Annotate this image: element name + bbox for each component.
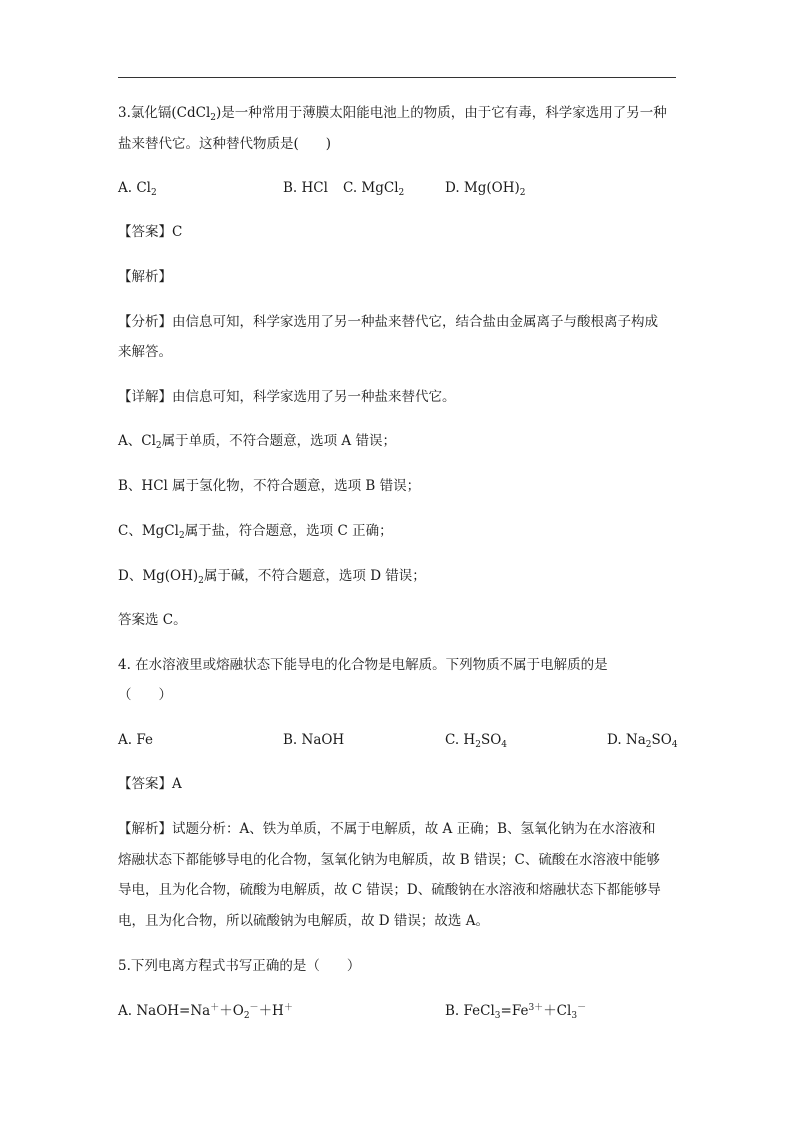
- q4-explanation-line-3: 导电，且为化合物，硫酸为电解质，故 C 错误；D、硫酸钠在水溶液和熔融状态下都能够导: [118, 882, 661, 898]
- q3-detail-c: C、MgCl$_2$属于盐，符合题意，选项 C 正确；: [118, 523, 393, 541]
- q4-stem-line-2: （ ）: [118, 687, 172, 703]
- q4-option-a: A. Fe: [118, 732, 153, 748]
- q4-explanation-line-2: 熔融状态下都能够导电的化合物，氢氧化钠为电解质，故 B 错误；C、硫酸在水溶液中能够: [118, 852, 660, 868]
- q3-stem-line-2: 盐来替代它。这种替代物质是( ): [118, 136, 332, 152]
- q4-stem-line-1: 4. 在水溶液里或熔融状态下能导电的化合物是电解质。下列物质不属于电解质的是: [118, 657, 608, 673]
- q5-option-b: B. $FeCl_3=Fe^{3+}+Cl_3^-$: [445, 1003, 587, 1021]
- q3-jiexi-heading: 【解析】: [118, 269, 172, 285]
- q3-xiangjie: 【详解】由信息可知，科学家选用了另一种盐来替代它。: [118, 389, 456, 405]
- q3-stem-line-1: 3.氯化镉(CdCl$_2$)是一种常用于薄膜太阳能电池上的物质，由于它有毒，科学家选用了另一种: [118, 105, 667, 123]
- header-rule: [118, 77, 676, 78]
- q3-option-c: C. MgCl$_2$: [343, 180, 405, 198]
- q3-conclusion: 答案选 C。: [118, 612, 187, 628]
- q3-option-a: A. $Cl_2$: [118, 180, 157, 198]
- q3-fenxi-line-2: 来解答。: [118, 344, 172, 360]
- q3-option-d: D. $Mg(OH)_2$: [445, 180, 526, 198]
- q4-explanation-line-1: 【解析】试题分析：A、铁为单质，不属于电解质，故 A 正确；B、氢氧化钠为在水溶液和: [118, 821, 656, 837]
- q5-option-a: A. $NaOH=Na^++O_2^-+H^+$: [118, 1003, 293, 1021]
- q4-option-c: C. $H_2SO_4$: [445, 732, 508, 750]
- q4-answer: 【答案】A: [118, 776, 182, 792]
- q5-stem: 5.下列电离方程式书写正确的是（ ）: [118, 958, 361, 974]
- q3-detail-b: B、HCl 属于氢化物，不符合题意，选项 B 错误；: [118, 478, 421, 494]
- q3-detail-d: D、$Mg(OH)_2$属于碱，不符合题意，选项 D 错误；: [118, 568, 426, 586]
- q4-option-d: D. $Na_2SO_4$: [607, 732, 678, 750]
- q3-answer: 【答案】C: [118, 224, 183, 240]
- q4-explanation-line-4: 电，且为化合物，所以硫酸钠为电解质，故 D 错误；故选 A。: [118, 913, 489, 929]
- q4-option-b: B. NaOH: [283, 732, 345, 748]
- q3-detail-a: A、$Cl_2$属于单质，不符合题意，选项 A 错误；: [118, 433, 396, 451]
- q3-option-b: B. HCl: [283, 180, 328, 196]
- q3-fenxi-line-1: 【分析】由信息可知，科学家选用了另一种盐来替代它，结合盐由金属离子与酸根离子构成: [118, 314, 658, 330]
